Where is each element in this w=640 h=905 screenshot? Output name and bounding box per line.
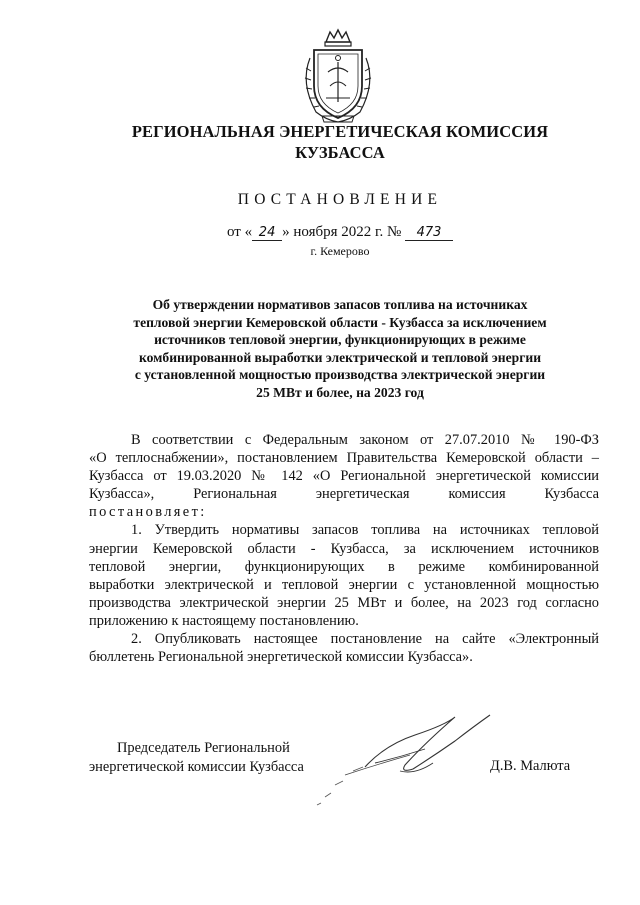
item2-line: бюллетень Региональной энергетической комиссии Кузбасса».: [89, 649, 473, 666]
preamble-line: «О теплоснабжении», постановлением Правительства Кемеровской области –: [89, 450, 599, 467]
title-line: комбинированной выработки электрической и тепловой энергии: [138, 349, 542, 365]
coat-of-arms-kuzbass-icon: [296, 28, 380, 124]
date-middle: » ноября 2022 г. №: [282, 224, 402, 240]
item1-line: энергии Кемеровской области - Кузбасса, за исключением источников: [89, 540, 599, 557]
handwritten-number: 473: [405, 226, 453, 241]
document-type: ПОСТАНОВЛЕНИЕ: [237, 191, 443, 208]
title-line: 25 МВт и более, на 2023 год: [256, 384, 424, 400]
city: г. Кемерово: [310, 244, 370, 258]
document-body: [89, 431, 599, 666]
decrees-word: постановляет:: [89, 504, 207, 521]
date-prefix: от «: [226, 224, 253, 240]
document-title: [100, 296, 580, 401]
title-line: источников тепловой энергии, функционирующих в режиме: [154, 332, 526, 347]
org-line-1: РЕГИОНАЛЬНАЯ ЭНЕРГЕТИЧЕСКАЯ КОМИССИЯ: [131, 122, 549, 141]
position-line-2: энергетической комиссии Кузбасса: [89, 758, 304, 775]
date-line: [60, 224, 620, 241]
title-line: тепловой энергии Кемеровской области - Кузбасса за исключением: [133, 314, 547, 330]
preamble-line: Кузбасса», Региональная энергетическая комиссия Кузбасса: [89, 486, 599, 503]
item1-line: приложению к настоящему постановлению.: [89, 612, 359, 629]
handwritten-day: 24: [252, 226, 282, 241]
signatory-position: [89, 739, 304, 776]
preamble-line: В соответствии с Федеральным законом от 27.07.2010 № 190-ФЗ: [131, 432, 599, 448]
item2-line: 2. Опубликовать настоящее постановление на сайте «Электронный: [131, 631, 599, 648]
item1-line: 1. Утвердить нормативы запасов топлива на источниках тепловой: [131, 522, 599, 539]
org-line-2: КУЗБАССА: [295, 143, 385, 162]
title-line: Об утверждении нормативов запасов топлива на источниках: [152, 297, 528, 312]
position-line-1: Председатель Региональной: [117, 740, 290, 756]
item1-line: тепловой энергии, функционирующих в режиме комбинированной: [89, 558, 599, 575]
signatory-name: Д.В. Малюта: [490, 758, 571, 774]
organization-name: [60, 121, 620, 163]
title-line: с установленной мощностью производства электрической энергии: [134, 367, 546, 382]
item1-line: выработки электрической и тепловой энергии с установленной мощностью: [89, 576, 599, 593]
handwritten-signature: [305, 705, 505, 815]
preamble-line: Кузбасса от 19.03.2020 № 142 «О Региональной энергетической комиссии: [89, 468, 599, 485]
item1-line: производства электрической энергии 25 МВт и более, на 2023 год согласно: [89, 594, 599, 611]
